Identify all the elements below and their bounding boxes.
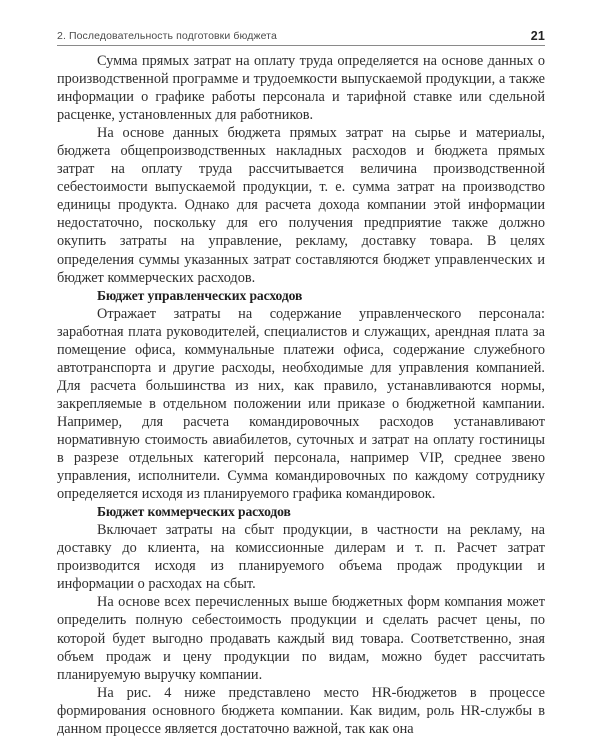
running-head-chapter-title: 2. Последовательность подготовки бюджета xyxy=(57,30,277,42)
paragraph-direct-labor-costs: Сумма прямых затрат на оплату труда определяется на основе данных о производственной программе и трудоемкости выпускаемой продукции, а также информации о графике работы персонала и тарифной ставке или сдельной расценке, установленных для работников. xyxy=(57,53,545,124)
paragraph-hr-budget-figure-reference: На рис. 4 ниже представлено место HR-бюджетов в процессе формирования основного бюджета компании. Как видим, роль HR-службы в данном процессе является достаточно важной, так как она xyxy=(57,684,545,737)
heading-commercial-expenses-budget: Бюджет коммерческих расходов xyxy=(97,504,291,520)
running-head xyxy=(57,26,545,46)
heading-administrative-expenses-budget: Бюджет управленческих расходов xyxy=(97,287,303,303)
text-column xyxy=(57,52,545,738)
paragraph-administrative-expenses: Отражает затраты на содержание управленческого персонала: заработная плата руководителей, специалистов и служащих, арендная плата за помещение офиса, коммунальные платежи офиса, содержание служебного автотранспорта и другие расходы, необходимые для управления компанией. Для расчета большинства из них, как правило, устанавливаются нормы, закрепляемые в отдельном положении или приказе о бюджетной кампании. Например, для расчета командировочных расходов устанавливают нормативную стоимость авиабилетов, суточных и затрат на оплату гостиницы в разрезе отдельных категорий персонала, например VIP, среднее звено управления, исполнители. Сумма командировочных по каждому сотруднику определяется исходя из планируемого графика командировок. xyxy=(57,305,545,503)
paragraph-commercial-expenses: Включает затраты на сбыт продукции, в частности на рекламу, на доставку до клиента, на комиссионные дилерам и т. п. Расчет затрат производится исходя из планируемого объема продаж продукции и информации о расходах на сбыт. xyxy=(57,522,545,593)
page-number: 21 xyxy=(530,29,545,43)
paragraph-production-cost: На основе данных бюджета прямых затрат на сырье и материалы, бюджета общепроизводственных накладных расходов и бюджета прямых затрат на оплату труда рассчитывается величина производственной себестоимости выпускаемой продукции, т. е. сумма затрат на производство единицы продукта. Однако для расчета дохода компании этой информации недостаточно, поскольку для его получения предприятие также должно окупить затраты на управление, рекламу, доставку товара. В целях определения суммы указанных затрат составляются бюджет управленческих и бюджет коммерческих расходов. xyxy=(57,125,545,286)
paragraph-full-cost-and-revenue: На основе всех перечисленных выше бюджетных форм компания может определить полную себестоимость продукции и сделать расчет цены, по которой будет выгодно продавать каждый вид товара. Соответственно, зная объем продаж и цену продукции по видам, можно будет рассчитать планируемую выручку компании. xyxy=(57,594,545,683)
